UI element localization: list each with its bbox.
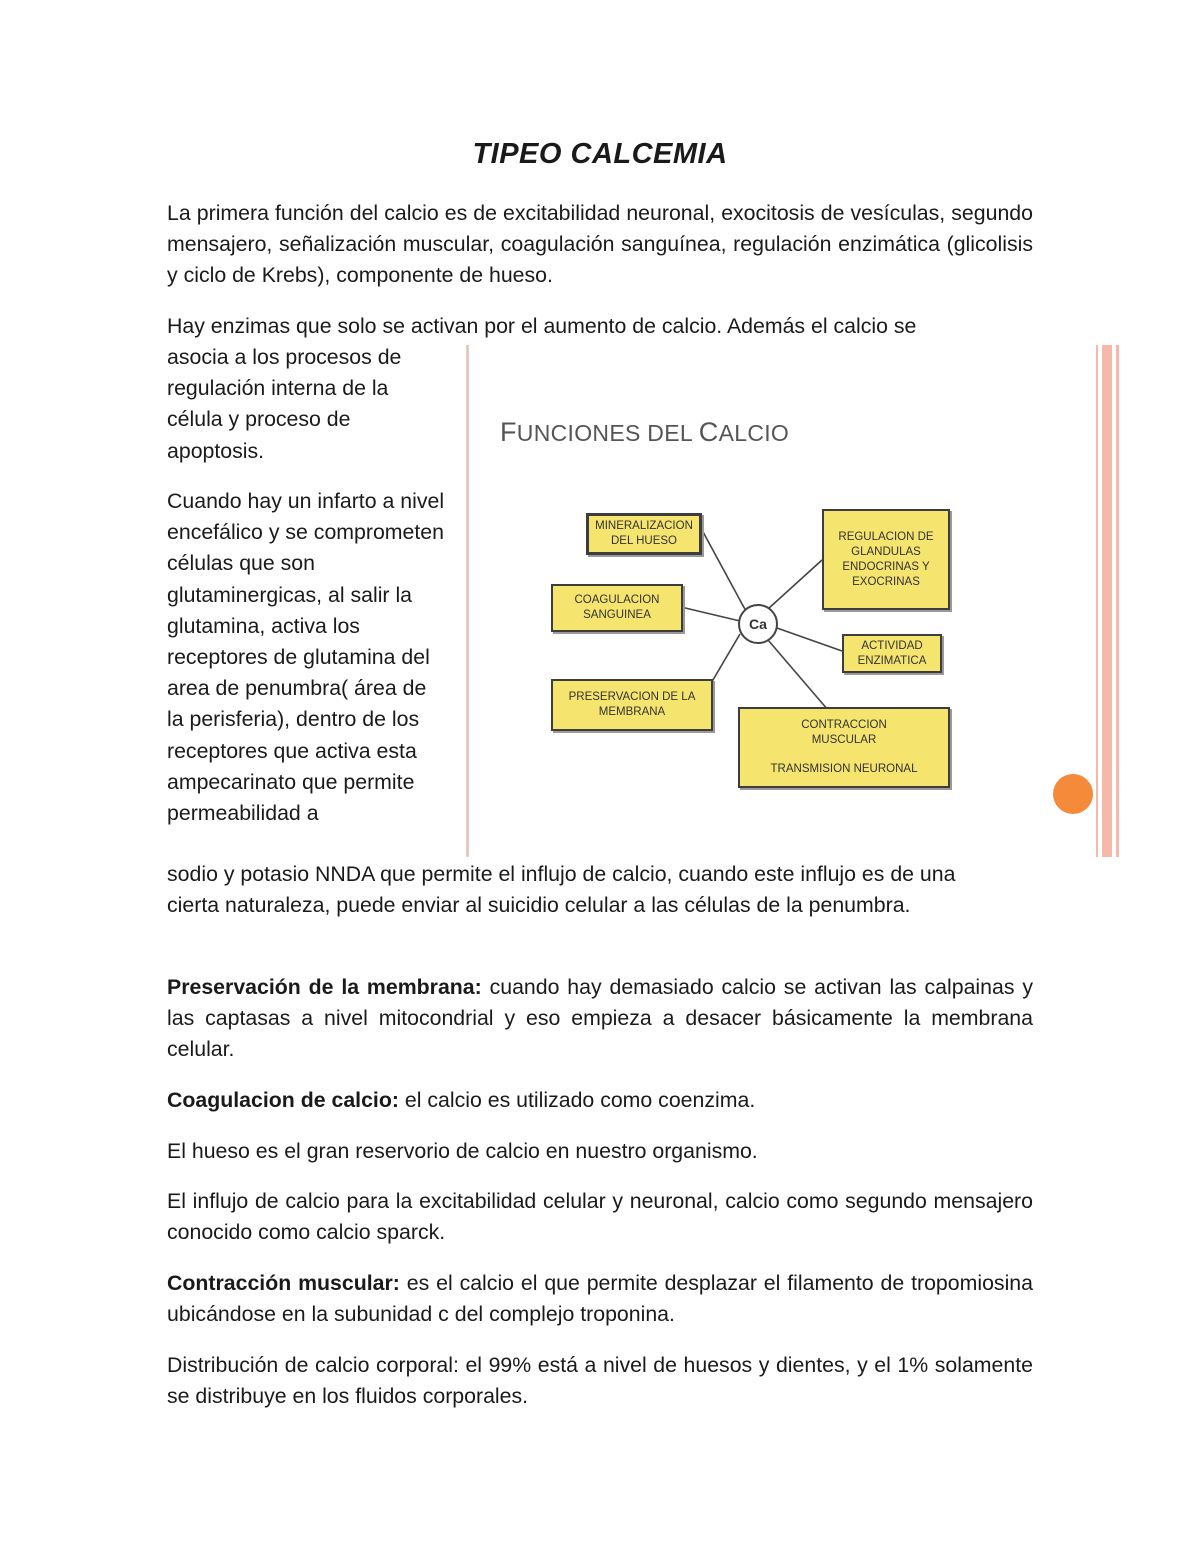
paragraph-coagulation — [167, 1085, 1033, 1116]
paragraph-infarct-wrap: Cuando hay un infarto a nivel encefálico y se comprometen células que son glutaminergicas, al salir la glutamina, activa los receptores de glutamina del area de penumbra( área de la perisferia), dentro de los receptores que activa esta ampecarinato que permite permeabilidad a — [167, 489, 445, 826]
connector-contraccion — [768, 640, 828, 710]
paragraph-enzymes-wrap: asocia a los procesos de regulación interna de la célula y proceso de apoptosis. — [167, 345, 402, 463]
box-preservacion: PRESERVACION DE LA MEMBRANA — [551, 679, 713, 731]
paragraph-membrane-preservation — [167, 972, 1033, 1066]
text-coagulation: el calcio es utilizado como coenzima. — [398, 1088, 756, 1112]
box-regulacion: REGULACION DE GLANDULAS ENDOCRINAS Y EXOCRINAS — [822, 509, 950, 610]
connector-coagulacion — [681, 607, 740, 621]
term-membrane-preservation: Preservación de la membrana: — [167, 975, 482, 999]
paragraph-calcium-distribution: Distribución de calcio corporal: el 99% está a nivel de huesos y dientes, y el 1% solamente se distribuye en los fluidos corporales. — [167, 1353, 1033, 1409]
box-mineralizacion: MINERALIZACION DEL HUESO — [586, 513, 702, 555]
box-actividad: ACTIVIDAD ENZIMATICA — [842, 634, 942, 673]
paragraph-enzymes-first-line: Hay enzimas que solo se activan por el aumento de calcio. Además el calcio se — [167, 314, 917, 338]
paragraph-bone-reservoir: El hueso es el gran reservorio de calcio en nuestro organismo. — [167, 1139, 758, 1163]
calcium-functions-figure — [466, 345, 1122, 857]
term-coagulation: Coagulacion de calcio: — [167, 1088, 399, 1112]
box-transmision-label: TRANSMISION NEURONAL — [770, 763, 918, 775]
text-muscle-contraction: es el calcio el que permite desplazar el filamento de tropomiosina ubicándose en la subunidad c del complejo troponina. — [167, 1271, 1033, 1327]
box-coagulacion: COAGULACION SANGUINEA — [551, 584, 683, 632]
box-contraccion-transmision — [738, 707, 950, 788]
connector-regulacion — [768, 560, 822, 609]
connector-actividad — [777, 628, 842, 651]
connector-mineralizacion — [702, 530, 747, 613]
paragraph-calcium-influx: El influjo de calcio para la excitabilidad celular y neuronal, calcio como segundo mensajero conocido como calcio sparck. — [167, 1189, 1033, 1245]
page-title: TIPEO CALCEMIA — [472, 138, 728, 170]
box-contraccion-label: CONTRACCION MUSCULAR — [801, 719, 887, 746]
calcium-center-node: Ca — [738, 604, 778, 644]
figure-title: FUNCIONES DEL CALCIO — [500, 417, 790, 447]
term-muscle-contraction: Contracción muscular: — [167, 1271, 400, 1295]
text-membrane-preservation: cuando hay demasiado calcio se activan las calpainas y las captasas a nivel mitocondrial y eso empieza a desacer básicamente la membrana celular. — [167, 975, 1033, 1062]
connector-preservacion — [710, 634, 740, 685]
paragraph-muscle-contraction — [167, 1268, 1033, 1330]
paragraph-calcium-functions: La primera función del calcio es de excitabilidad neuronal, exocitosis de vesículas, segundo mensajero, señalización muscular, coagulación sanguínea, regulación enzimática (glicolisis y ciclo de Krebs), componente de hueso. — [167, 201, 1033, 288]
paragraph-infarct-continued: sodio y potasio NNDA que permite el influjo de calcio, cuando este influjo es de una cierta naturaleza, puede enviar al suicidio celular a las células de la penumbra. — [167, 862, 956, 918]
